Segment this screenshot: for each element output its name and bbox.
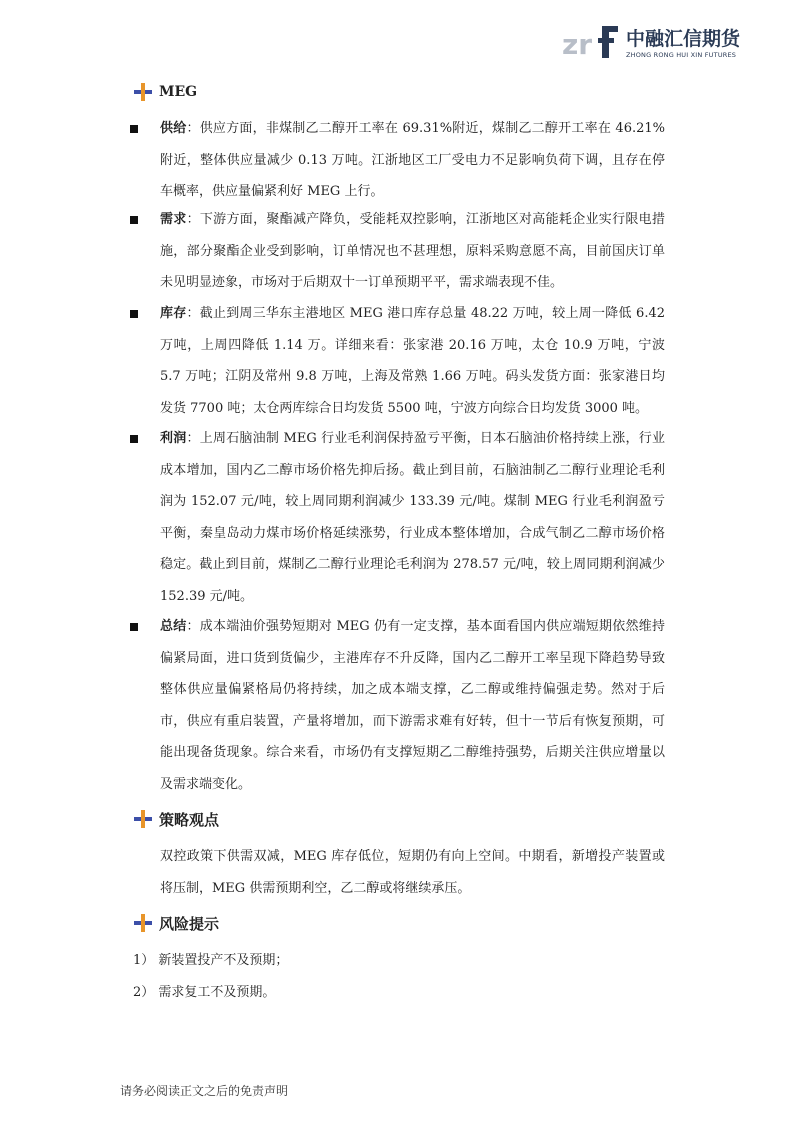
para-text: ：供应方面，非煤制乙二醇开工率在 69.31%附近，煤制乙二醇开工率在 46.21%附近，整体供应量减少 0.13 万吨。江浙地区工厂受电力不足影响负荷下调，且存在停车概率，供应量偏紧利好 MEG 上行。 (160, 121, 665, 199)
zrf-logo-icon (560, 20, 624, 64)
section-heading-risk (133, 911, 219, 935)
bullet-icon (130, 125, 140, 135)
para-label: 库存 (160, 306, 187, 321)
paragraph-inventory (160, 298, 665, 424)
paragraph-supply (160, 113, 665, 208)
paragraph-demand (160, 204, 665, 299)
section-marker-icon (133, 809, 153, 829)
section-heading-strategy (133, 807, 219, 831)
bullet-icon (130, 216, 140, 226)
company-logo (560, 20, 760, 64)
paragraph-summary (160, 611, 665, 800)
section-marker-icon (133, 82, 153, 102)
svg-text:zr: zr (562, 28, 593, 61)
para-text: ：成本端油价强势短期对 MEG 仍有一定支撑，基本面看国内供应端短期依然维持偏紧局面，进口货到货偏少，主港库存不升反降，国内乙二醇开工率呈现下降趋势导致整体供应量偏紧格局仍将持续，加之成本端支撑，乙二醇或维持偏强走势。然对于后市，供应有重启装置，产量将增加，而下游需求难有好转，但十一节后有恢复预期，可能出现备货现象。综合来看，市场仍有支撑短期乙二醇维持强势，后期关注供应增量以及需求端变化。 (160, 619, 665, 792)
bullet-icon (130, 310, 140, 320)
section-heading-meg (133, 80, 197, 104)
section-title: MEG (159, 84, 198, 100)
risk-item: 1） 新装置投产不及预期； (133, 953, 289, 968)
para-label: 需求 (160, 212, 187, 227)
paragraph-strategy: 双控政策下供需双减，MEG 库存低位，短期仍有向上空间。中期看，新增投产装置或将压制，MEG 供需预期利空，乙二醇或将继续承压。 (160, 849, 665, 896)
footer-disclaimer: 请务必阅读正文之后的免责声明 (120, 1084, 289, 1098)
logo-english-name: ZHONG RONG HUI XIN FUTURES (626, 51, 737, 59)
section-marker-icon (133, 913, 153, 933)
logo-chinese-name: 中融汇信期货 (626, 28, 741, 50)
para-text: ：截止到周三华东主港地区 MEG 港口库存总量 48.22 万吨，较上周一降低 6.42 万吨，上周四降低 1.14 万。详细来看：张家港 20.16 万吨，太仓 10.9 万吨，宁波 5.7 万吨；江阴及常州 9.8 万吨，上海及常熟 1.66 万吨。码头发货方面：张家港日均发货 7700 吨；太仓两库综合日均发货 5500 吨，宁波方向综合日均发货 3000 吨。 (160, 306, 665, 416)
bullet-icon (130, 435, 140, 445)
section-title: 策略观点 (159, 810, 220, 829)
para-label: 利润 (160, 431, 187, 446)
bullet-icon (130, 623, 140, 633)
para-label: 供给 (160, 121, 187, 136)
paragraph-profit (160, 423, 665, 612)
para-label: 总结 (160, 619, 187, 634)
section-title: 风险提示 (159, 914, 220, 933)
para-text: ：上周石脑油制 MEG 行业毛利润保持盈亏平衡，日本石脑油价格持续上涨，行业成本增加，国内乙二醇市场价格先抑后扬。截止到目前，石脑油制乙二醇行业理论毛利润为 152.07 元/吨，较上周同期利润减少 133.39 元/吨。煤制 MEG 行业毛利润盈亏平衡，秦皇岛动力煤市场价格延续涨势，行业成本整体增加，合成气制乙二醇市场价格稳定。截止到目前，煤制乙二醇行业理论毛利润为 278.57 元/吨，较上周同期利润减少 152.39 元/吨。 (160, 431, 665, 604)
para-text: ：下游方面，聚酯减产降负，受能耗双控影响，江浙地区对高能耗企业实行限电措施，部分聚酯企业受到影响，订单情况也不甚理想，原料采购意愿不高，目前国庆订单未见明显迹象，市场对于后期双十一订单预期平平，需求端表现不佳。 (160, 212, 665, 290)
risk-item: 2） 需求复工不及预期。 (133, 985, 276, 1000)
